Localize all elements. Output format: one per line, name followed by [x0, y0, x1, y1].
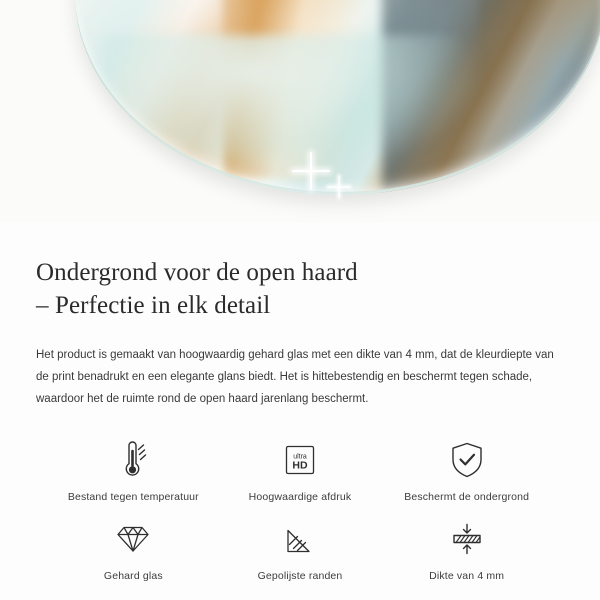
svg-text:HD: HD: [292, 459, 308, 472]
feature-item-thickness: [383, 515, 550, 582]
feature-item-temperature: [50, 436, 217, 503]
thermometer-icon: [116, 436, 150, 484]
feature-label: Beschermt de ondergrond: [404, 491, 530, 504]
feature-grid: [36, 436, 564, 582]
thickness-arrows-icon: [447, 515, 487, 563]
feature-item-print-quality: [217, 436, 384, 503]
headline-line-2: – Perfectie in elk detail: [36, 292, 271, 319]
feature-label: Gehard glas: [103, 570, 163, 583]
feature-item-polished-edges: [217, 515, 384, 582]
content-area: [0, 222, 600, 582]
feature-label: Bestand tegen temperatuur: [67, 491, 199, 504]
feature-label: Dikte van 4 mm: [429, 570, 505, 583]
diamond-icon: [113, 515, 153, 563]
headline-line-1: Ondergrond voor de open haard: [36, 259, 358, 286]
shield-check-icon: [449, 436, 485, 484]
feature-item-tempered-glass: [50, 515, 217, 582]
ultra-hd-icon: [280, 436, 320, 484]
feature-item-surface-protection: [383, 436, 550, 503]
hero-image: [0, 0, 600, 222]
svg-text:ultra: ultra: [293, 453, 307, 461]
product-description-text: Het product is gemaakt van hoogwaardig gehard glas met een dikte van 4 mm, dat de kleurdiepte van de print benadrukt en een elegante glans biedt. Het is hittebestendig en beschermt tegen schade, waardoor het de ruimte rond de open haard jarenlang beschermt.: [36, 349, 554, 406]
glass-plate-image: [75, 0, 600, 195]
feature-label: Gepolijste randen: [257, 570, 343, 583]
page-title: [36, 256, 564, 322]
polished-edges-icon: [281, 515, 319, 563]
feature-label: Hoogwaardige afdruk: [248, 491, 352, 504]
